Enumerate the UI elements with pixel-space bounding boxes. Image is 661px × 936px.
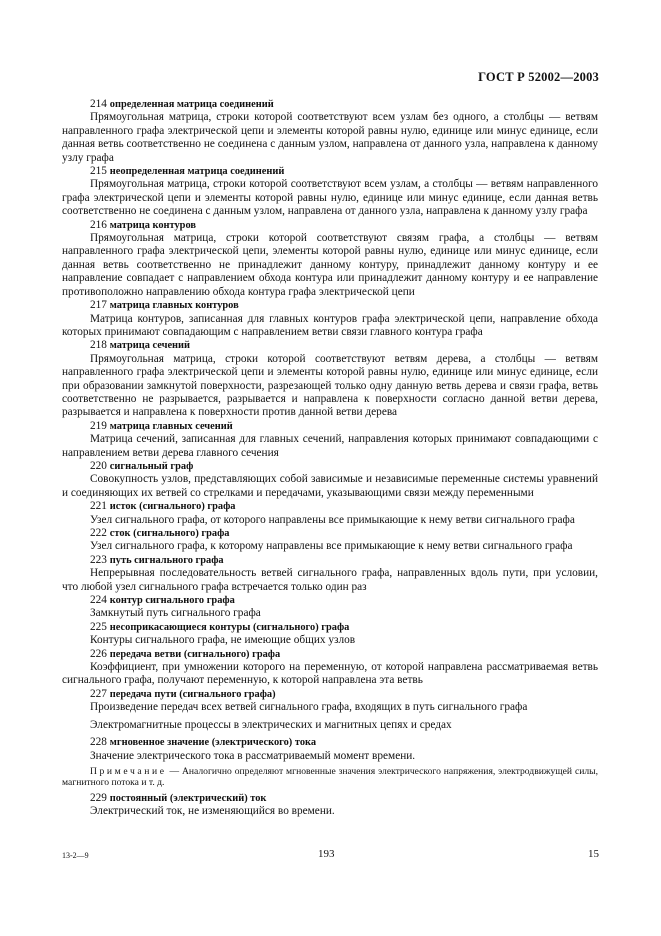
term-number: 216: [90, 218, 107, 231]
term-heading: [62, 165, 598, 178]
term-heading: [62, 688, 598, 701]
term-number: 225: [90, 620, 107, 633]
term-entry: [62, 460, 598, 500]
section-heading: Электромагнитные процессы в электрических и магнитных цепях и средах: [90, 718, 452, 731]
page-number: 15: [588, 848, 599, 860]
term-heading: [62, 299, 598, 312]
term-entry: [62, 500, 598, 527]
term-definition: Прямоугольная матрица, строки которой соответствуют ветвям дерева, а столбцы — ветвям направленного графа электрической цепи и элементы которой равны нулю, единице или минус единице, если при образовании замкнутой поверхности, разрезающей только одну данную ветвь дерева и связи графа, ветвь соответственно не разрывается, разрывается и направлена к поверхности согласно данной ветви дерева, разрывается и направлена к поверхности против данной ветви дерева: [62, 352, 598, 419]
term-entry: [62, 420, 598, 460]
term-number: 219: [90, 419, 107, 432]
term-heading: [62, 621, 598, 634]
term-entry: [62, 736, 598, 763]
term-heading: [62, 500, 598, 513]
term-entry: [62, 648, 598, 688]
term-definition: Прямоугольная матрица, строки которой соответствуют всем узлам, а столбцы — ветвям направленного графа электрической цепи и элементы которой равны нулю, единице или минус единице, если данная ветвь соответственно не соединена с данным узлом, направлена от данного узла, направлена к данному узлу графа: [62, 178, 598, 218]
term-number: 228: [90, 736, 107, 749]
term-number: 226: [90, 647, 107, 660]
term-name: сток (сигнального) графа: [109, 528, 230, 539]
note-text: — Аналогично определяют мгновенные значения электрического напряжения, электродвижущей силы, магнитного потока и т. д.: [62, 765, 598, 789]
term-number: 221: [90, 500, 107, 513]
term-name: исток (сигнального) графа: [109, 501, 236, 513]
term-definition: Прямоугольная матрица, строки которой соответствуют всем узлам без одного, а столбцы — ветвям направленного графа электрической цепи и элементы которой равны нулю, единице или минус единице, если данная ветвь соответственно не соединена с данным узлом, направлена от данного узла, направлена к данному узлу графа: [62, 111, 598, 164]
footer-signature-mark: 13-2—9: [62, 851, 89, 860]
term-heading: [62, 554, 598, 567]
term-name: контур сигнального графа: [109, 595, 235, 607]
term-definition: Узел сигнального графа, от которого направлены все примыкающие к нему ветви сигнального графа: [90, 513, 575, 526]
term-number: 229: [90, 791, 107, 804]
term-number: 218: [90, 339, 107, 352]
term-definition: Совокупность узлов, представляющих собой зависимые и независимые переменные системы уравнений и соединяющих их ветвей со стрелками и передачами, указывающими связи между переменными: [62, 473, 598, 499]
term-entry: [62, 299, 598, 339]
term-definition: Узел сигнального графа, к которому направлены все примыкающие к нему ветви сигнального графа: [90, 540, 573, 553]
term-definition: Коэффициент, при умножении которого на переменную, от которой направлена рассматриваемая ветвь сигнального графа, получают переменную, к которой направлена эта ветвь: [62, 661, 598, 687]
terms-content: [62, 98, 598, 819]
term-definition: Контуры сигнального графа, не имеющие общих узлов: [90, 634, 356, 647]
term-entry: [62, 688, 598, 715]
term-number: 224: [90, 594, 107, 607]
term-entry: [62, 621, 598, 648]
term-name: матрица главных контуров: [109, 300, 239, 312]
term-heading: [62, 594, 598, 607]
term-number: 220: [90, 459, 107, 472]
term-heading: [62, 792, 598, 805]
note-label: Примечание: [90, 765, 167, 777]
term-name: матрица сечений: [109, 340, 191, 352]
term-entry: [62, 219, 598, 299]
term-number: 227: [90, 687, 107, 700]
term-entry: [62, 554, 598, 594]
term-definition: Прямоугольная матрица, строки которой соответствуют связям графа, а столбцы — ветвям направленного графа электрической цепи, элементы которой равны нулю, единице или минус единице, если данная ветвь соответственно не принадлежит данному контуру, принадлежит данному контуру и ее направление совпадает с направлением обхода контура или принадлежит данному контуру и ее направление противоположно направлению обхода контура графа электрической цепи: [62, 232, 598, 298]
term-name: передача ветви (сигнального) графа: [109, 648, 281, 660]
term-number: 217: [90, 299, 107, 312]
term-name: матрица главных сечений: [109, 420, 233, 432]
term-definition: Произведение передач всех ветвей сигнального графа, входящих в путь сигнального графа: [90, 701, 528, 714]
term-entry: [62, 339, 598, 419]
term-heading: [62, 98, 598, 111]
term-name: путь сигнального графа: [109, 554, 224, 566]
term-definition: Матрица контуров, записанная для главных контуров графа электрической цепи, направление обхода которых принимают совпадающим с направлением ветви связи главного контура графа: [62, 312, 598, 338]
term-number: 223: [90, 553, 107, 566]
term-number: 214: [90, 98, 107, 110]
term-entry: [62, 527, 598, 554]
term-definition: Электрический ток, не изменяющийся во времени.: [90, 805, 335, 818]
document-code: ГОСТ Р 52002—2003: [478, 70, 599, 84]
term-number: 222: [90, 527, 107, 539]
term-number: 215: [90, 165, 107, 178]
term-heading: [62, 648, 598, 661]
term-name: неопределенная матрица соединений: [109, 166, 285, 178]
term-name: постоянный (электрический) ток: [109, 792, 267, 804]
term-heading: [62, 420, 598, 433]
term-definition: Значение электрического тока в рассматриваемый момент времени.: [90, 749, 416, 762]
term-definition: Матрица сечений, записанная для главных сечений, направления которых принимают совпадающими с направлением ветви дерева главного сечения: [62, 433, 598, 459]
term-name: сигнальный граф: [109, 460, 194, 472]
term-heading: [62, 339, 598, 352]
term-name: мгновенное значение (электрического) тока: [109, 737, 317, 749]
note: [62, 766, 598, 789]
term-name: матрица контуров: [109, 219, 197, 231]
term-entry: [62, 792, 598, 819]
term-heading: [62, 527, 598, 540]
term-name: несоприкасающиеся контуры (сигнального) графа: [109, 621, 350, 633]
term-entry: [62, 165, 598, 219]
term-heading: [62, 736, 598, 749]
term-entry: [62, 98, 598, 165]
term-definition: Непрерывная последовательность ветвей сигнального графа, направленных вдоль пути, при условии, что любой узел сигнального графа встречается только один раз: [62, 567, 598, 593]
term-name: передача пути (сигнального графа): [109, 688, 276, 700]
term-name: определенная матрица соединений: [109, 99, 274, 110]
term-entry: [62, 594, 598, 621]
footer-sequence-number: 193: [318, 848, 335, 860]
term-definition: Замкнутый путь сигнального графа: [90, 607, 261, 620]
term-heading: [62, 219, 598, 232]
term-heading: [62, 460, 598, 473]
